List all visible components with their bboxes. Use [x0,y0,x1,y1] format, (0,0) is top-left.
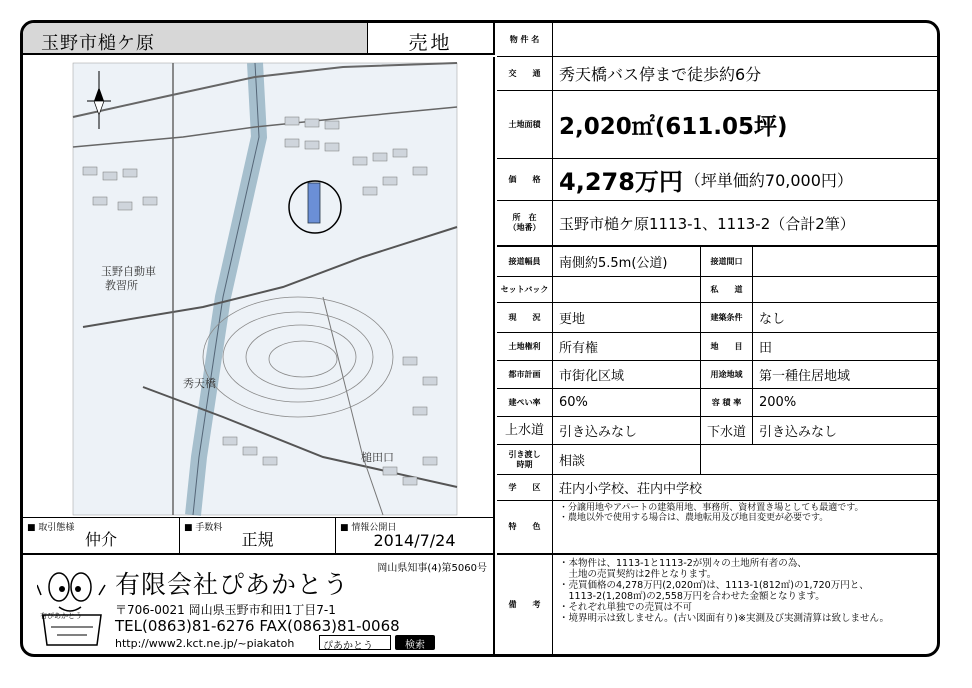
search-button[interactable]: 検索 [395,635,435,650]
value-floor-ratio: 200% [759,395,797,410]
transaction-caption: ■ 取引態様 [27,523,75,533]
fee-caption: ■ 手数料 [184,523,223,533]
label-rights: 土地権利 [497,333,553,360]
row-setback [497,277,937,303]
map-label-bridge: 秀天橋 [183,377,216,390]
location-map [23,57,495,517]
value-property-name [553,23,937,56]
value-sewer: 引き込みなし [759,425,838,440]
mascot-icon [37,565,107,649]
license-number: 岡山県知事(4)第5060号 [377,563,487,574]
label-planning: 都市計画 [497,361,553,388]
remark-line: ・売買価格の4,278万円(2,020㎡)は、1113-1(812㎡)の1,720万円と、 [559,580,869,591]
property-flyer [20,20,940,657]
row-features [497,501,937,555]
company-name: 有限会社ぴあかとう [115,570,350,599]
listing-type: 売地 [368,23,495,55]
label-sewer: 下水道 [701,417,753,444]
area-title: 玉野市槌ケ原 [23,23,368,55]
map-label-driving-school-2: 教習所 [105,279,138,292]
property-details-table [497,23,937,654]
row-property-name [497,23,937,57]
label-location-1: 所 在 [512,213,537,222]
value-frontage [753,247,937,276]
value-handover: 相談 [553,445,701,474]
value-zoning: 第一種住居地域 [759,369,851,384]
label-price: 価 格 [497,159,553,200]
row-status [497,303,937,333]
value-features [553,501,937,553]
row-transport [497,57,937,91]
value-remarks [553,555,937,654]
publish-date [336,518,493,553]
remark-line: ・境界明示は致しません。(古い図面有り)※実測及び実測清算は致しません。 [559,613,890,624]
label-setback: セットバック [497,277,553,302]
row-school [497,475,937,501]
remark-line: ・それぞれ単独での売買は不可 [559,602,693,613]
value-land-area: 2,020㎡(611.05坪) [559,114,788,140]
row-planning [497,361,937,389]
label-handover-2: 時期 [516,459,533,469]
value-transport: 秀天橋バス停まで徒歩約6分 [559,65,762,84]
feature-line: ・農地以外で使用する場合は、農地転用及び地目変更が必要です。 [559,513,829,523]
value-planning: 市街化区域 [553,361,701,388]
date-value: 2014/7/24 [373,531,456,550]
row-location [497,201,937,247]
label-land-category: 地 目 [701,333,753,360]
label-features: 特 色 [497,501,553,553]
label-water: 上水道 [497,417,553,444]
remark-line: 土地の売買契約は2件となります。 [559,569,717,580]
label-location [497,201,553,245]
remark-line: 1113-2(1,208㎡)の2,558万円を合わせた金額となります。 [559,591,825,602]
remark-line: ・本物件は、1113-1と1113-2が別々の土地所有者の為、 [559,558,807,569]
company-url[interactable]: http://www2.kct.ne.jp/~piakatoh [115,637,295,650]
transaction-value: 仲介 [84,530,117,549]
feature-line: ・分譲用地やアパートの建築用地、事務所、資材置き場としても最適です。 [559,503,864,513]
listing-info-bar [23,517,495,555]
date-caption: ■ 情報公開日 [340,523,397,533]
label-status: 現 況 [497,303,553,332]
label-frontage: 接道間口 [701,247,753,276]
label-location-2: （地番） [508,223,541,232]
search-box[interactable]: ぴあかとう [319,635,391,650]
company-phone: TEL(0863)81-6276 FAX(0863)81-0068 [115,617,400,635]
value-road-width: 南側約5.5m(公道) [553,247,701,276]
label-transport: 交 通 [497,57,553,90]
label-land-area: 土地面積 [497,91,553,158]
label-road-width: 接道幅員 [497,247,553,276]
value-water: 引き込みなし [553,417,701,444]
fee-value: 正規 [241,530,274,549]
label-property-name: 物 件 名 [497,23,553,56]
label-remarks: 備 考 [497,555,553,654]
label-handover-1: 引き渡し [508,449,541,459]
value-unit-price: （坪単価約70,000円） [684,171,853,190]
map-label-driving-school: 玉野自動車 [101,265,156,278]
transaction-type [23,518,180,553]
property-parcel [308,183,320,223]
value-building-condition: なし [759,312,786,327]
map-label-tsuchida: 槌田口 [361,451,394,464]
row-coverage [497,389,937,417]
label-school: 学 区 [497,475,553,500]
company-address: 〒706-0021 岡山県玉野市和田1丁目7-1 [115,603,336,617]
value-coverage: 60% [553,389,701,416]
row-land-area [497,91,937,159]
row-rights [497,333,937,361]
value-setback [553,277,701,302]
value-school: 荘内小学校、荘内中学校 [559,482,703,497]
value-location: 玉野市槌ケ原1113-1、1113-2（合計2筆） [559,214,855,233]
company-block [23,555,495,654]
value-status: 更地 [553,303,701,332]
value-price-cell [553,159,937,200]
map-graphic [23,57,493,517]
label-zoning: 用途地域 [701,361,753,388]
label-coverage: 建ぺい率 [497,389,553,416]
row-road-width [497,247,937,277]
fee [180,518,336,553]
value-land-category: 田 [759,341,773,356]
row-price [497,159,937,201]
label-building-condition: 建築条件 [701,303,753,332]
row-remarks [497,555,937,654]
value-rights: 所有権 [553,333,701,360]
mascot-label: 有ぴあかとう [40,612,82,620]
value-price: 4,278万円 [559,168,683,196]
value-private-road [753,277,937,302]
row-water [497,417,937,445]
label-floor-ratio: 容 積 率 [701,389,753,416]
row-handover [497,445,937,475]
label-handover [497,445,553,474]
label-private-road: 私 道 [701,277,753,302]
